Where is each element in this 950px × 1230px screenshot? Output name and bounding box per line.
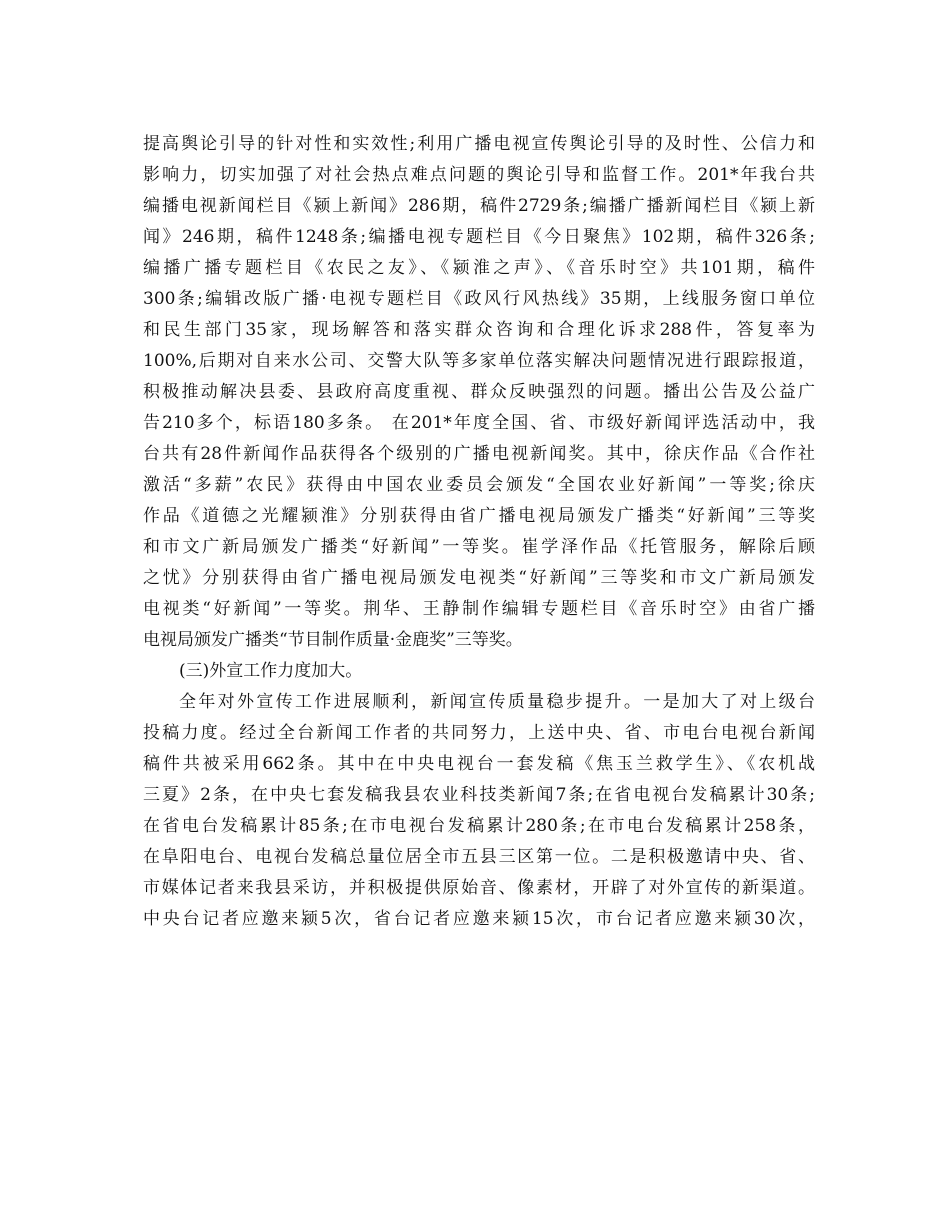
text-line: 编播广播专题栏目《农民之友》、《颍淮之声》、《音乐时空》共101期，稿件 <box>143 258 815 278</box>
text-line: 市媒体记者来我县采访，并积极提供原始音、像素材，开辟了对外宣传的新渠道。 <box>143 878 815 898</box>
text-line: 之忧》分别获得由省广播电视局颁发电视类“好新闻”三等奖和市文广新局颁发 <box>143 568 815 588</box>
text-line: 激活“多薪”农民》获得由中国农业委员会颁发“全国农业好新闻”一等奖;徐庆 <box>143 475 815 495</box>
text-line: 在省电台发稿累计85条;在市电视台发稿累计280条;在市电台发稿累计258条， <box>143 816 815 836</box>
text-line: 积极推动解决县委、县政府高度重视、群众反映强烈的问题。播出公告及公益广 <box>143 382 815 402</box>
text-line: 电视类“好新闻”一等奖。荆华、王静制作编辑专题栏目《音乐时空》由省广播 <box>143 599 815 619</box>
text-line: 三夏》2条，在中央七套发稿我县农业科技类新闻7条;在省电视台发稿累计30条; <box>143 785 815 805</box>
section-heading: (三)外宣工作力度加大。 <box>179 661 363 681</box>
text-line: 和市文广新局颁发广播类“好新闻”一等奖。崔学泽作品《托管服务，解除后顾 <box>143 537 815 557</box>
text-line: 300条;编辑改版广播·电视专题栏目《政风行风热线》35期，上线服务窗口单位 <box>143 289 815 309</box>
document-body <box>143 129 815 935</box>
text-line: 投稿力度。经过全台新闻工作者的共同努力，上送中央、省、市电台电视台新闻 <box>143 723 815 743</box>
text-line: 在阜阳电台、电视台发稿总量位居全市五县三区第一位。二是积极邀请中央、省、 <box>143 847 815 867</box>
text-line: 作品《道德之光耀颍淮》分别获得由省广播电视局颁发广播类“好新闻”三等奖 <box>143 506 815 526</box>
text-line: 闻》246期，稿件1248条;编播电视专题栏目《今日聚焦》102期，稿件326条; <box>143 227 815 247</box>
text-line: 电视局颁发广播类“节目制作质量·金鹿奖”三等奖。 <box>143 630 523 650</box>
text-line: 编播电视新闻栏目《颍上新闻》286期，稿件2729条;编播广播新闻栏目《颍上新 <box>143 196 815 216</box>
text-line: 中央台记者应邀来颍5次，省台记者应邀来颍15次，市台记者应邀来颍30次， <box>143 909 816 929</box>
text-line: 台共有28件新闻作品获得各个级别的广播电视新闻奖。其中，徐庆作品《合作社 <box>143 444 815 464</box>
text-line: 稿件共被采用662条。其中在中央电视台一套发稿《焦玉兰救学生》、《农机战 <box>143 754 815 774</box>
text-line: 和民生部门35家，现场解答和落实群众咨询和合理化诉求288件，答复率为 <box>143 320 815 340</box>
text-line: 提高舆论引导的针对性和实效性;利用广播电视宣传舆论引导的及时性、公信力和 <box>143 134 815 154</box>
text-line: 告210多个，标语180多条。 在201*年度全国、省、市级好新闻评选活动中，我 <box>143 413 815 433</box>
text-line: 影响力，切实加强了对社会热点难点问题的舆论引导和监督工作。201*年我台共 <box>143 165 815 185</box>
text-line: 全年对外宣传工作进展顺利，新闻宣传质量稳步提升。一是加大了对上级台 <box>179 692 815 712</box>
text-line: 100%,后期对自来水公司、交警大队等多家单位落实解决问题情况进行跟踪报道， <box>143 351 815 371</box>
